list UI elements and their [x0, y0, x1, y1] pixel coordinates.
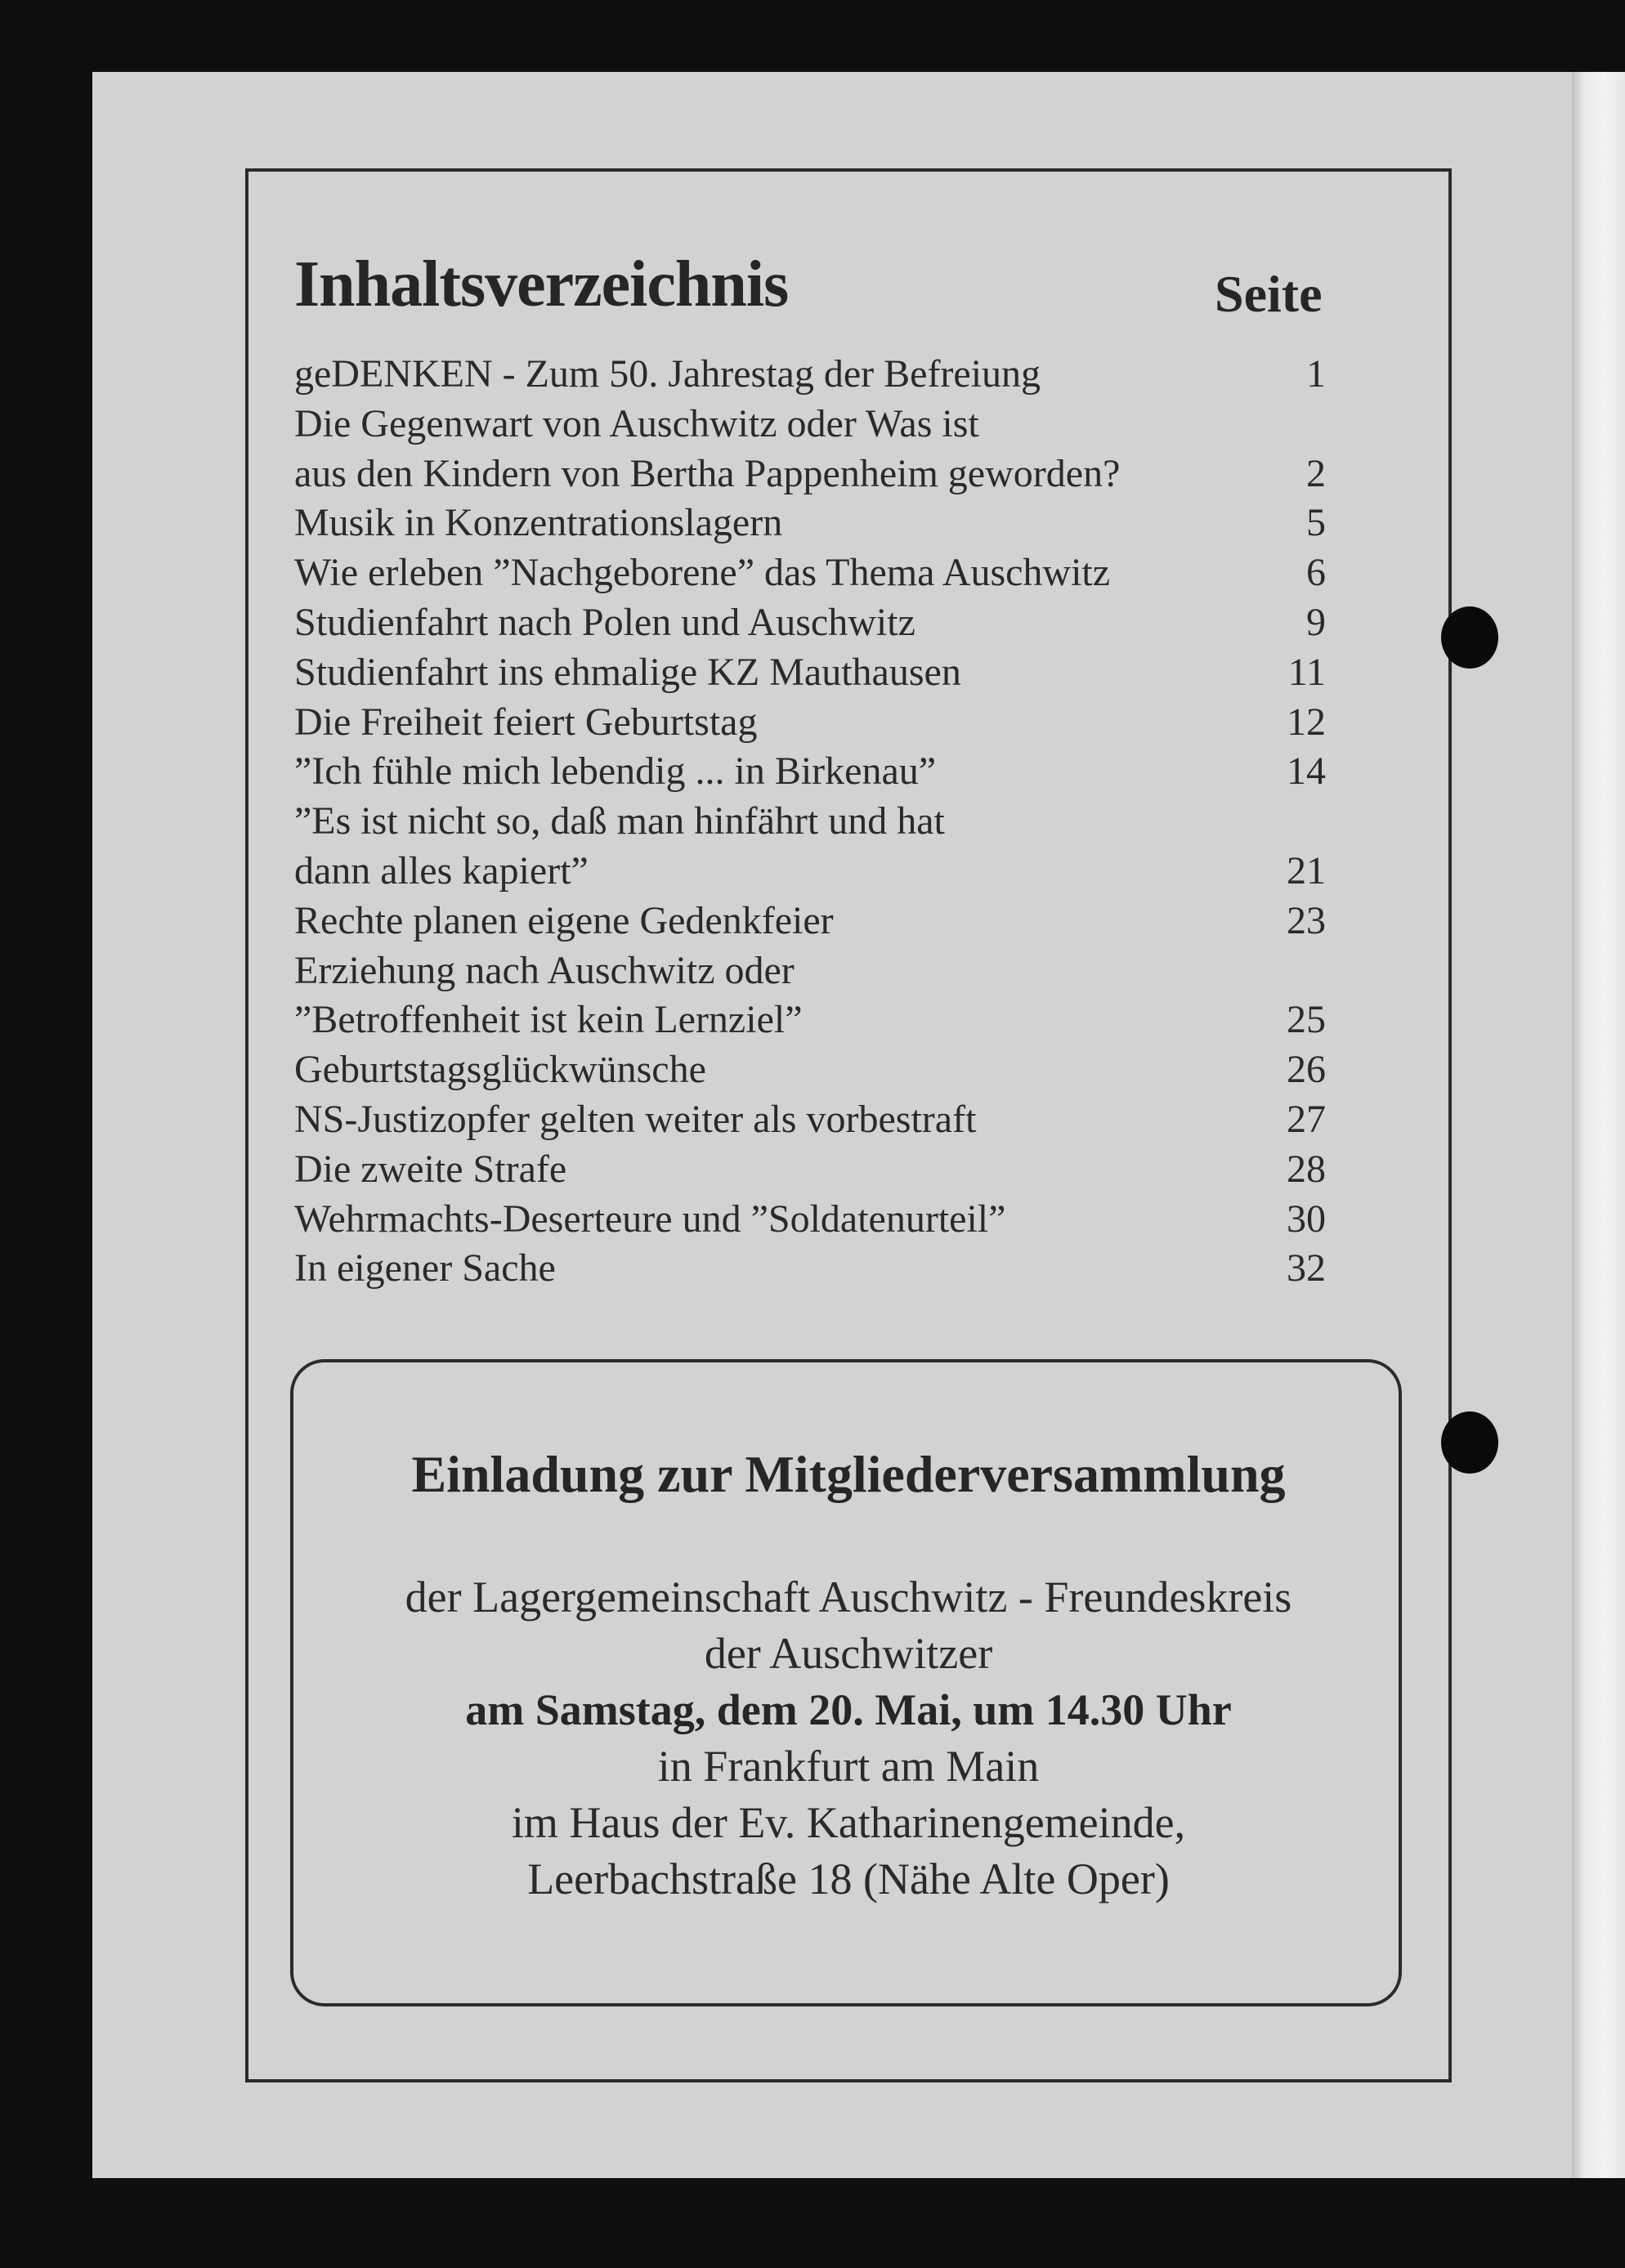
- toc-page-column-header: Seite: [1215, 265, 1323, 323]
- toc-entry: [294, 400, 1332, 450]
- toc-entry: [294, 598, 1332, 648]
- toc-entry-title: Musik in Konzentrationslagern: [294, 501, 783, 545]
- invitation-address: Leerbachstraße 18 (Nähe Alte Oper): [527, 1854, 1170, 1903]
- toc-entry-page: 30: [1287, 1197, 1326, 1241]
- toc-entry-page: 25: [1287, 998, 1326, 1042]
- toc-entry: [294, 847, 1332, 897]
- toc-entry-page: 21: [1287, 848, 1326, 892]
- toc-entry-page: 27: [1287, 1097, 1326, 1141]
- toc-entry-title: Die zweite Strafe: [294, 1147, 567, 1191]
- toc-entry: [294, 1095, 1332, 1145]
- toc-entry: [294, 499, 1332, 548]
- toc-entry: [294, 1145, 1332, 1195]
- toc-entry: [294, 698, 1332, 748]
- toc-entry: [294, 548, 1332, 598]
- toc-entry: [294, 648, 1332, 698]
- toc-entry-title: Die Freiheit feiert Geburtstag: [294, 700, 758, 744]
- toc-entry: [294, 1045, 1332, 1095]
- toc-entry: [294, 1244, 1332, 1294]
- invitation-body: [0, 1569, 1625, 1908]
- punch-hole: [1441, 606, 1498, 669]
- invitation-venue: im Haus der Ev. Katharinengemeinde,: [511, 1798, 1186, 1847]
- invitation-date-time: am Samstag, dem 20. Mai, um 14.30 Uhr: [465, 1685, 1232, 1734]
- invitation-organization-line: der Lagergemeinschaft Auschwitz - Freundeskreis: [405, 1572, 1292, 1622]
- toc-entry: [294, 995, 1332, 1045]
- punch-hole: [1441, 1411, 1498, 1474]
- toc-entry-page: 1: [1306, 352, 1326, 396]
- invitation-city: in Frankfurt am Main: [657, 1742, 1040, 1791]
- toc-entry-title: dann alles kapiert”: [294, 848, 589, 892]
- toc-entry-page: 28: [1287, 1147, 1326, 1191]
- toc-entry-title: Die Gegenwart von Auschwitz oder Was ist: [294, 401, 979, 445]
- toc-entry-page: 14: [1287, 749, 1326, 794]
- toc-entry-page: 11: [1287, 650, 1326, 694]
- toc-entry-page: 5: [1306, 501, 1326, 545]
- toc-entry-title: In eigener Sache: [294, 1246, 556, 1291]
- toc-entry-title: ”Es ist nicht so, daß man hinfährt und hat: [294, 799, 945, 843]
- toc-entry-title: Wie erleben ”Nachgeborene” das Thema Auschwitz: [294, 551, 1111, 595]
- toc-entry-page: 32: [1287, 1246, 1326, 1291]
- toc-entry-title: geDENKEN - Zum 50. Jahrestag der Befreiung: [294, 352, 1041, 396]
- toc-entry-title: ”Betroffenheit ist kein Lernziel”: [294, 998, 803, 1042]
- toc-entry-page: 2: [1306, 451, 1326, 495]
- toc-entry-title: Geburtstagsglückwünsche: [294, 1048, 706, 1092]
- toc-entry-page: 9: [1306, 600, 1326, 644]
- toc-entry-title: Studienfahrt ins ehmalige KZ Mauthausen: [294, 650, 961, 694]
- toc-entry-title: Erziehung nach Auschwitz oder: [294, 948, 795, 992]
- toc-entry-page: 23: [1287, 898, 1326, 942]
- toc-entry: [294, 350, 1332, 400]
- toc-entry: [294, 747, 1332, 797]
- toc-entry: [294, 946, 1332, 996]
- toc-entry: [294, 797, 1332, 847]
- toc-entry-title: aus den Kindern von Bertha Pappenheim geworden?: [294, 451, 1121, 495]
- toc-entry-title: Wehrmachts-Deserteure und ”Soldatenurteil”: [294, 1197, 1006, 1241]
- toc-entry-title: Studienfahrt nach Polen und Auschwitz: [294, 600, 915, 644]
- toc-title: Inhaltsverzeichnis: [294, 248, 789, 320]
- toc-entry-page: 12: [1287, 700, 1326, 744]
- toc-entry-title: Rechte planen eigene Gedenkfeier: [294, 898, 834, 942]
- toc-entry-title: NS-Justizopfer gelten weiter als vorbestraft: [294, 1097, 977, 1141]
- toc-list: [294, 350, 1332, 1294]
- toc-entry-title: ”Ich fühle mich lebendig ... in Birkenau”: [294, 749, 937, 794]
- invitation-title: Einladung zur Mitgliederversammlung: [411, 1445, 1286, 1503]
- toc-entry-page: 6: [1306, 551, 1326, 595]
- toc-entry: [294, 450, 1332, 499]
- toc-entry: [294, 1195, 1332, 1245]
- toc-entry: [294, 897, 1332, 946]
- toc-entry-page: 26: [1287, 1048, 1326, 1092]
- invitation-organization-line-2: der Auschwitzer: [704, 1629, 993, 1678]
